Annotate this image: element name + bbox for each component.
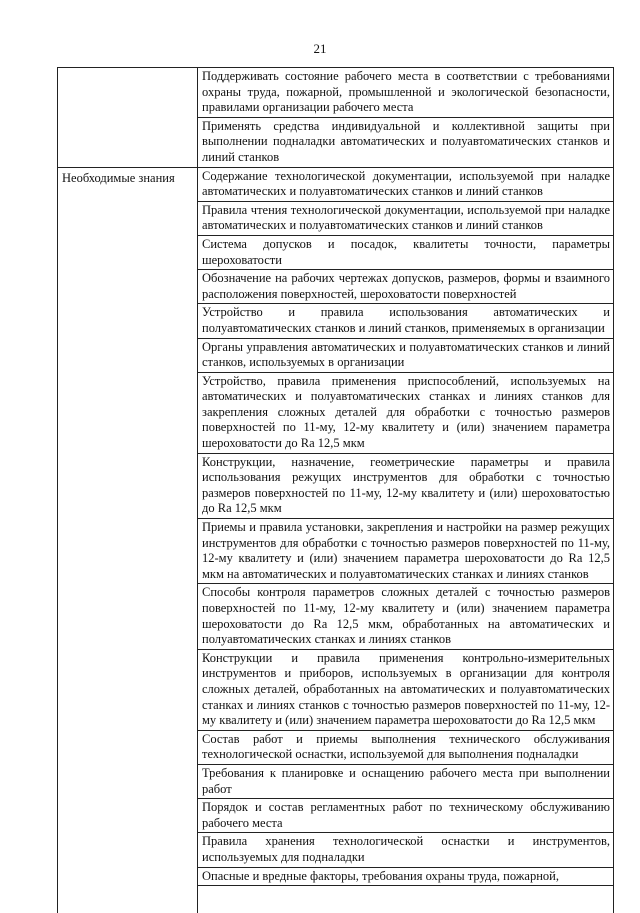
knowledge-row: Правила хранения технологической оснастки и инструментов, используемых для подналадки	[198, 833, 613, 867]
requirements-table	[57, 67, 614, 913]
knowledge-row: Устройство, правила применения приспособлений, используемых на автоматических и полуавтоматических станках и линиях станков для закрепления сложных деталей для обработки с точностью размеров поверхностей по 11-му, 12-му квалитету и (или) значением параметра шероховатости до Ra 12,5 мкм	[198, 373, 613, 454]
knowledge-row: Порядок и состав регламентных работ по техническому обслуживанию рабочего места	[198, 799, 613, 833]
knowledge-row: Правила чтения технологической документации, используемой при наладке автоматических и полуавтоматических станков и линий станков	[198, 202, 613, 236]
knowledge-row: Приемы и правила установки, закрепления и настройки на размер режущих инструментов для обработки с точностью размеров поверхностей по 11-му, 12-му квалитету и (или) значением параметра шероховатости до Ra 12,5 мкм на автоматических и полуавтоматических станках и линиях станков	[198, 519, 613, 584]
knowledge-row: Требования к планировке и оснащению рабочего места при выполнении работ	[198, 765, 613, 799]
knowledge-row: Конструкции, назначение, геометрические параметры и правила использования режущих инструментов для обработки с точностью размеров поверхностей по 11-му, 12-му квалитету и (или) шероховатостью до Ra 12,5 мкм	[198, 454, 613, 519]
knowledge-row: Обозначение на рабочих чертежах допусков, размеров, формы и взаимного расположения поверхностей, шероховатости поверхностей	[198, 270, 613, 304]
knowledge-row: Способы контроля параметров сложных деталей с точностью размеров поверхностей по 11-му, 12-му квалитету и (или) значением параметра шероховатости до Ra 12,5 мкм, обработанных на автоматических и полуавтоматических станках и линиях станков	[198, 584, 613, 649]
section-label-cell: Необходимые знания	[58, 167, 197, 913]
knowledge-row: Опасные и вредные факторы, требования охраны труда, пожарной,	[198, 868, 613, 887]
knowledge-row: Состав работ и приемы выполнения технического обслуживания технологической оснастки, используемой для выполнения подналадки	[198, 731, 613, 765]
knowledge-row: Система допусков и посадок, квалитеты точности, параметры шероховатости	[198, 236, 613, 270]
skill-row: Поддерживать состояние рабочего места в соответствии с требованиями охраны труда, пожарной, промышленной и экологической безопасности, правилами организации рабочего места	[198, 68, 613, 118]
knowledge-row: Содержание технологической документации, используемой при наладке автоматических и полуавтоматических станков и линий станков	[198, 168, 613, 202]
page-number: 21	[313, 41, 327, 56]
skill-row: Применять средства индивидуальной и коллективной защиты при выполнении подналадки автоматических и полуавтоматических станков и линий станков	[198, 118, 613, 168]
knowledge-row: Конструкции и правила применения контрольно-измерительных инструментов и приборов, используемых в организации для контроля сложных деталей, обработанных на автоматических и полуавтоматических станках и линиях станков с точностью размеров поверхностей по 11-му, 12-му квалитету и (или) значением параметра шероховатости до Ra 12,5 мкм	[198, 650, 613, 731]
knowledge-row: Органы управления автоматических и полуавтоматических станков и линий станков, используемых в организации	[198, 339, 613, 373]
requirements-column	[198, 68, 613, 886]
knowledge-row: Устройство и правила использования автоматических и полуавтоматических станков и линий станков, применяемых в организации	[198, 304, 613, 338]
